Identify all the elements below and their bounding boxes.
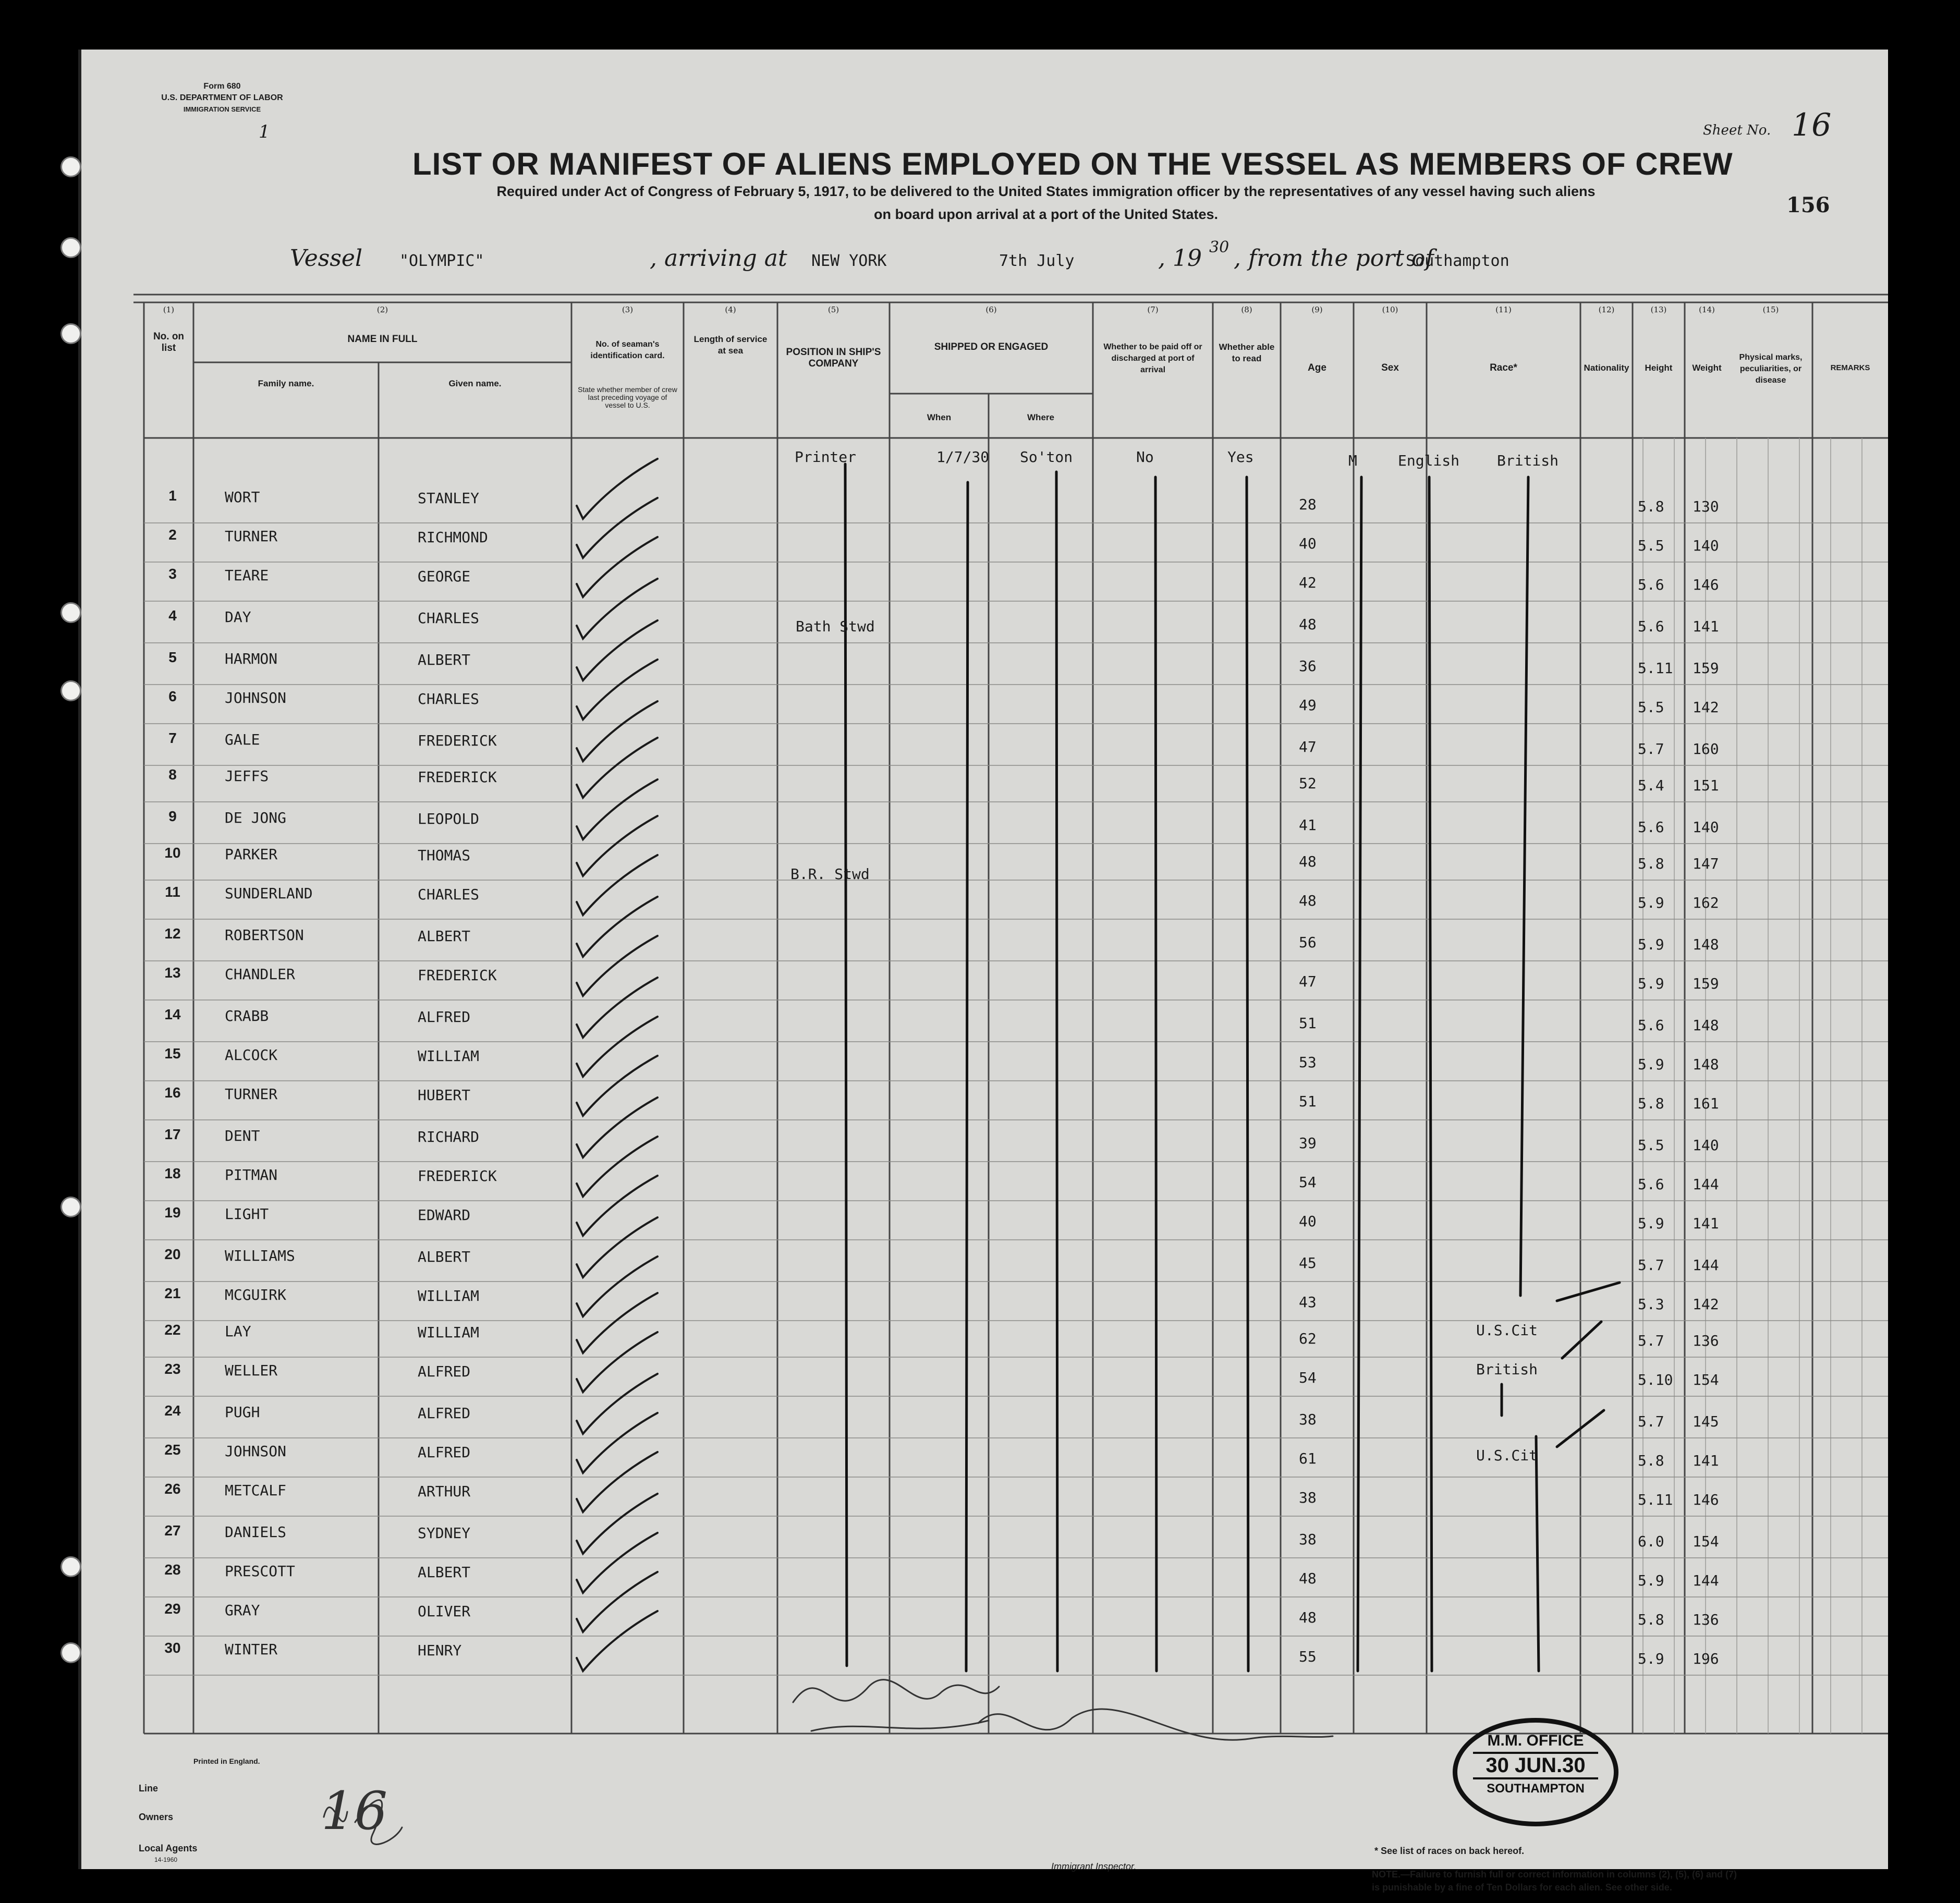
col-12-number: (12)	[1598, 305, 1615, 314]
family-name: GALE	[225, 731, 260, 748]
row-number: 9	[168, 808, 177, 824]
given-name: FREDERICK	[418, 732, 497, 749]
col-sex: Sex	[1381, 362, 1399, 373]
col-2-number: (2)	[376, 305, 388, 314]
age: 38	[1299, 1411, 1317, 1428]
given-name: CHARLES	[418, 886, 480, 903]
local-agents-code: 14-1960	[154, 1856, 178, 1863]
family-name: CHANDLER	[225, 966, 295, 983]
age: 54	[1299, 1369, 1317, 1386]
row-number: 7	[168, 730, 177, 746]
age: 40	[1299, 535, 1317, 552]
subtitle-line-2: on board upon arrival at a port of the United States.	[873, 206, 1219, 222]
weight: 136	[1693, 1611, 1719, 1628]
family-name: TEARE	[225, 567, 269, 584]
position-br-steward: B.R. Stwd	[790, 865, 870, 883]
ruled-grid	[81, 50, 1888, 1869]
sex-value: M	[1348, 452, 1357, 469]
family-name: PARKER	[225, 846, 278, 863]
family-name: DAY	[225, 608, 251, 626]
sheet-label: Sheet No.	[1703, 123, 1771, 138]
nationality-us-citizen: U.S.Cit	[1476, 1322, 1538, 1339]
age: 62	[1299, 1330, 1317, 1347]
row-number: 19	[164, 1204, 181, 1221]
row-number: 27	[164, 1522, 181, 1539]
weight: 144	[1693, 1257, 1719, 1274]
height: 5.8	[1638, 855, 1664, 872]
weight: 144	[1693, 1572, 1719, 1589]
shipped-where: So'ton	[1020, 448, 1073, 466]
col-5-number: (5)	[827, 305, 839, 314]
row-number: 16	[164, 1084, 181, 1101]
line-label: Line	[139, 1783, 159, 1794]
printed-in: Printed in England.	[193, 1757, 260, 1765]
family-name: HARMON	[225, 650, 278, 667]
row-number: 29	[164, 1601, 181, 1617]
col-able-to-read: Whether able to read	[1219, 342, 1275, 363]
col-when: When	[927, 412, 952, 422]
age: 48	[1299, 1570, 1317, 1587]
given-name: ALBERT	[418, 1564, 471, 1581]
punch-hole	[60, 1556, 81, 1577]
row-number: 23	[164, 1361, 181, 1377]
height: 5.8	[1638, 1611, 1664, 1628]
weight: 160	[1693, 740, 1719, 758]
row-number: 13	[164, 965, 181, 981]
nationality-british: British	[1476, 1361, 1538, 1378]
col-race: Race*	[1490, 362, 1517, 373]
given-name: ALBERT	[418, 651, 471, 668]
height: 5.7	[1638, 1413, 1664, 1430]
document-title: LIST OR MANIFEST OF ALIENS EMPLOYED ON THE VESSEL AS MEMBERS OF CREW	[412, 147, 1733, 181]
row-number: 10	[164, 845, 181, 861]
height: 5.6	[1638, 618, 1664, 635]
height: 5.8	[1638, 498, 1664, 515]
position-printer: Printer	[795, 448, 857, 466]
height: 5.9	[1638, 975, 1664, 992]
stamp-date: 30 JUN.30	[1473, 1752, 1598, 1779]
able-to-read-value: Yes	[1227, 448, 1254, 466]
departure-port: Southampton	[1406, 252, 1509, 270]
col-given-name: Given name.	[448, 379, 502, 388]
row-number: 30	[164, 1640, 181, 1656]
weight: 141	[1693, 1215, 1719, 1232]
row-number: 26	[164, 1481, 181, 1497]
punch-hole	[60, 1197, 81, 1217]
service: IMMIGRATION SERVICE	[183, 105, 261, 113]
race-footnote: * See list of races on back hereof.	[1374, 1846, 1525, 1856]
page-number: 156	[1786, 193, 1830, 217]
family-name: PUGH	[225, 1404, 260, 1421]
age: 36	[1299, 657, 1317, 675]
stamp-bottom: SOUTHAMPTON	[1487, 1782, 1585, 1796]
col-10-number: (10)	[1382, 305, 1398, 314]
given-name: THOMAS	[418, 847, 471, 864]
age: 54	[1299, 1174, 1317, 1191]
weight: 154	[1693, 1533, 1719, 1550]
family-name: GRAY	[225, 1602, 260, 1619]
age: 53	[1299, 1054, 1317, 1071]
row-number: 2	[168, 527, 177, 543]
height: 5.8	[1638, 1452, 1664, 1469]
age: 42	[1299, 574, 1317, 591]
weight: 147	[1693, 855, 1719, 872]
weight: 162	[1693, 894, 1719, 911]
given-name: ALFRED	[418, 1405, 471, 1422]
col-id-card-note: State whether member of crew last preceding voyage of vessel to U.S.	[578, 385, 677, 409]
shipped-when: 1/7/30	[936, 448, 990, 466]
col-nationality: Nationality	[1584, 363, 1629, 373]
given-name: ALFRED	[418, 1444, 471, 1461]
vessel-label: Vessel	[290, 245, 363, 272]
sheet-number: 16	[1792, 107, 1832, 143]
year-prefix: , 19	[1158, 245, 1202, 272]
weight: 161	[1693, 1095, 1719, 1112]
punch-hole	[60, 1642, 81, 1663]
family-name: PRESCOTT	[225, 1563, 295, 1580]
arriving-label: , arriving at	[650, 245, 787, 272]
row-number: 5	[168, 649, 177, 665]
age: 48	[1299, 892, 1317, 909]
family-name: METCALF	[225, 1482, 287, 1499]
given-name: GEORGE	[418, 568, 471, 585]
row-number: 15	[164, 1045, 181, 1062]
family-name: WELLER	[225, 1362, 278, 1379]
age: 38	[1299, 1531, 1317, 1548]
given-name: ALFRED	[418, 1008, 471, 1026]
inspector-label: Immigrant Inspector.	[1051, 1861, 1137, 1872]
weight: 141	[1693, 1452, 1719, 1469]
col-physical-marks: Physical marks, peculiarities, or disease	[1739, 353, 1803, 385]
weight: 144	[1693, 1176, 1719, 1193]
weight: 140	[1693, 537, 1719, 554]
subtitle-line-1: Required under Act of Congress of February 5, 1917, to be delivered to the United States immigration officer by the representatives of any vessel having such aliens	[496, 184, 1596, 199]
given-name: FREDERICK	[418, 768, 497, 786]
nationality-us-citizen: U.S.Cit	[1476, 1447, 1538, 1464]
given-name: STANLEY	[418, 490, 480, 507]
row-number: 8	[168, 766, 177, 783]
height: 5.5	[1638, 1137, 1664, 1154]
given-name: EDWARD	[418, 1206, 471, 1224]
family-name: WORT	[225, 489, 260, 506]
age: 55	[1299, 1648, 1317, 1665]
given-name: ARTHUR	[418, 1483, 471, 1500]
family-name: PITMAN	[225, 1166, 278, 1184]
punch-hole	[60, 156, 81, 177]
family-name: DANIELS	[225, 1523, 287, 1541]
height: 5.8	[1638, 1095, 1664, 1112]
height: 5.5	[1638, 699, 1664, 716]
local-agents-label: Local Agents	[139, 1843, 198, 1853]
family-name: DE JONG	[225, 809, 287, 826]
col-name-in-full: NAME IN FULL	[347, 334, 418, 345]
height: 5.4	[1638, 777, 1664, 794]
age: 51	[1299, 1093, 1317, 1110]
department: U.S. DEPARTMENT OF LABOR	[161, 93, 283, 102]
height: 5.6	[1638, 1176, 1664, 1193]
weight: 140	[1693, 819, 1719, 836]
handwritten-number: 16	[321, 1780, 388, 1841]
arrival-date: 7th July	[999, 252, 1075, 270]
given-name: SYDNEY	[418, 1524, 471, 1542]
weight: 148	[1693, 1056, 1719, 1073]
punch-hole	[60, 237, 81, 258]
height: 5.11	[1638, 1491, 1673, 1508]
row-number: 3	[168, 566, 177, 582]
age: 39	[1299, 1135, 1317, 1152]
col-family-name: Family name.	[258, 379, 314, 388]
given-name: CHARLES	[418, 690, 480, 707]
row-number: 24	[164, 1402, 181, 1419]
family-name: JEFFS	[225, 767, 269, 785]
row-number: 14	[164, 1006, 181, 1022]
height: 5.3	[1638, 1296, 1664, 1313]
age: 47	[1299, 738, 1317, 755]
height: 5.6	[1638, 576, 1664, 593]
col-paid-off: Whether to be paid off or discharged at port of arrival	[1103, 343, 1202, 374]
weight: 151	[1693, 777, 1719, 794]
row-number: 1	[168, 487, 177, 504]
family-name: ALCOCK	[225, 1046, 278, 1064]
weight: 159	[1693, 660, 1719, 677]
given-name: OLIVER	[418, 1603, 471, 1620]
age: 49	[1299, 697, 1317, 714]
col-7-number: (7)	[1147, 305, 1159, 314]
col-shipped-or-engaged: SHIPPED OR ENGAGED	[934, 341, 1049, 352]
owners-label: Owners	[139, 1812, 174, 1822]
col-where: Where	[1027, 412, 1054, 422]
col-15-number: (15)	[1762, 305, 1779, 314]
height: 5.9	[1638, 894, 1664, 911]
age: 47	[1299, 973, 1317, 990]
family-name: MCGUIRK	[225, 1286, 287, 1303]
height: 5.10	[1638, 1371, 1673, 1388]
col-8-number: (8)	[1241, 305, 1252, 314]
weight: 140	[1693, 1137, 1719, 1154]
family-name: LAY	[225, 1323, 251, 1340]
age: 28	[1299, 496, 1317, 513]
age: 43	[1299, 1294, 1317, 1311]
row-number: 28	[164, 1562, 181, 1578]
penalty-note-2: is punishable by a fine of Ten Dollars for each alien. See other side.	[1372, 1882, 1672, 1893]
punch-hole	[60, 323, 81, 344]
row-number: 25	[164, 1442, 181, 1458]
race-value: English	[1398, 452, 1460, 469]
punch-hole	[60, 680, 81, 701]
height: 5.9	[1638, 936, 1664, 953]
col-id-card: No. of seaman's identification card.	[590, 340, 665, 360]
nationality-value: British	[1497, 452, 1559, 469]
row-number: 4	[168, 607, 177, 624]
family-name: ROBERTSON	[225, 926, 304, 944]
col-age: Age	[1308, 362, 1326, 373]
age: 41	[1299, 816, 1317, 834]
family-name: WILLIAMS	[225, 1247, 295, 1264]
weight: 146	[1693, 1491, 1719, 1508]
age: 48	[1299, 853, 1317, 870]
row-number: 17	[164, 1126, 181, 1142]
row-number: 22	[164, 1322, 181, 1338]
family-name: CRABB	[225, 1007, 269, 1024]
given-name: ALBERT	[418, 928, 471, 945]
height: 5.6	[1638, 819, 1664, 836]
family-name: TURNER	[225, 528, 278, 545]
paid-off-value: No	[1136, 448, 1154, 466]
arrival-port: NEW YORK	[811, 252, 887, 270]
weight: 130	[1693, 498, 1719, 515]
col-weight: Weight	[1692, 363, 1722, 373]
weight: 142	[1693, 1296, 1719, 1313]
vessel-name: "OLYMPIC"	[399, 252, 484, 270]
weight: 148	[1693, 936, 1719, 953]
weight: 146	[1693, 576, 1719, 593]
col-length-of-service: Length of service at sea	[693, 334, 768, 356]
height: 5.7	[1638, 1257, 1664, 1274]
given-name: CHARLES	[418, 609, 480, 627]
penalty-note-1: NOTE.—Failure to furnish full or correct information in columns (2), (5), (6) and (7)	[1372, 1869, 1737, 1880]
given-name: WILLIAM	[418, 1047, 480, 1065]
given-name: LEOPOLD	[418, 810, 480, 827]
height: 5.7	[1638, 1332, 1664, 1349]
age: 56	[1299, 934, 1317, 951]
col-9-number: (9)	[1311, 305, 1323, 314]
age: 51	[1299, 1015, 1317, 1032]
age: 38	[1299, 1489, 1317, 1506]
weight: 196	[1693, 1650, 1719, 1667]
col-3-number: (3)	[622, 305, 634, 314]
height: 5.9	[1638, 1650, 1664, 1667]
age: 48	[1299, 1609, 1317, 1626]
stamp-top: M.M. OFFICE	[1487, 1732, 1584, 1749]
weight: 142	[1693, 699, 1719, 716]
col-14-number: (14)	[1699, 305, 1715, 314]
col-no-on-list: No. on list	[153, 331, 185, 353]
row-number: 18	[164, 1165, 181, 1181]
col-4-number: (4)	[725, 305, 736, 314]
family-name: JOHNSON	[225, 689, 287, 706]
given-name: FREDERICK	[418, 1167, 497, 1185]
form-number-block	[139, 81, 306, 115]
given-name: HENRY	[418, 1642, 462, 1659]
age: 52	[1299, 775, 1317, 792]
height: 5.5	[1638, 537, 1664, 554]
family-name: JOHNSON	[225, 1443, 287, 1460]
handwritten-mark: 1	[259, 121, 270, 142]
given-name: RICHARD	[418, 1128, 480, 1145]
col-13-number: (13)	[1650, 305, 1667, 314]
height: 5.9	[1638, 1572, 1664, 1589]
col-6-number: (6)	[985, 305, 997, 314]
height: 6.0	[1638, 1533, 1664, 1550]
weight: 141	[1693, 618, 1719, 635]
family-name: SUNDERLAND	[225, 885, 313, 902]
given-name: ALFRED	[418, 1363, 471, 1380]
col-height: Height	[1645, 363, 1673, 373]
height: 5.6	[1638, 1017, 1664, 1034]
family-name: TURNER	[225, 1085, 278, 1103]
row-number: 20	[164, 1246, 181, 1262]
weight: 159	[1693, 975, 1719, 992]
age: 61	[1299, 1450, 1317, 1467]
col-11-number: (11)	[1495, 305, 1512, 314]
weight: 154	[1693, 1371, 1719, 1388]
col-position: POSITION IN SHIP'S COMPANY	[786, 347, 881, 369]
family-name: WINTER	[225, 1641, 278, 1658]
from-port-label: , from the port of	[1234, 245, 1434, 272]
form-number: Form 680	[203, 82, 241, 91]
punch-hole	[60, 602, 81, 623]
year: 30	[1209, 238, 1229, 257]
position-bath-steward: Bath Stwd	[796, 618, 875, 635]
age: 40	[1299, 1213, 1317, 1230]
col-1-number: (1)	[163, 305, 175, 314]
weight: 136	[1693, 1332, 1719, 1349]
age: 48	[1299, 616, 1317, 633]
height: 5.11	[1638, 660, 1673, 677]
row-number: 21	[164, 1285, 181, 1301]
given-name: WILLIAM	[418, 1324, 480, 1341]
height: 5.9	[1638, 1056, 1664, 1073]
age: 45	[1299, 1254, 1317, 1272]
given-name: WILLIAM	[418, 1287, 480, 1304]
document-subtitle	[290, 180, 1802, 226]
weight: 145	[1693, 1413, 1719, 1430]
row-number: 11	[165, 884, 180, 900]
col-remarks: REMARKS	[1830, 363, 1870, 372]
row-number: 6	[168, 688, 177, 704]
given-name: RICHMOND	[418, 529, 488, 546]
row-number: 12	[164, 925, 181, 942]
weight: 148	[1693, 1017, 1719, 1034]
family-name: LIGHT	[225, 1205, 269, 1223]
family-name: DENT	[225, 1127, 260, 1144]
given-name: FREDERICK	[418, 967, 497, 984]
given-name: ALBERT	[418, 1248, 471, 1265]
office-stamp	[1453, 1718, 1618, 1826]
height: 5.9	[1638, 1215, 1664, 1232]
given-name: HUBERT	[418, 1087, 471, 1104]
manifest-sheet	[78, 50, 1888, 1893]
height: 5.7	[1638, 740, 1664, 758]
